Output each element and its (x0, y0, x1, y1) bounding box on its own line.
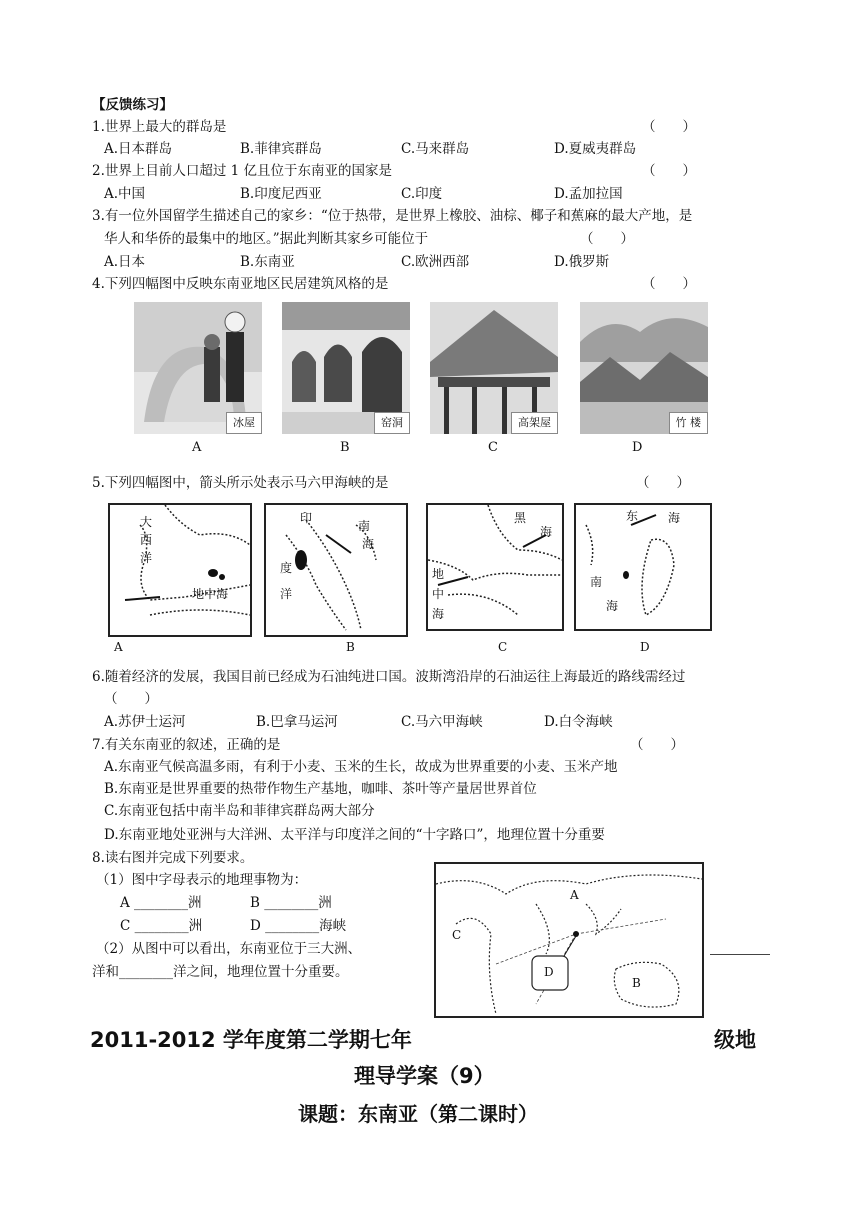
q1-answer-bracket[interactable]: （ ） (642, 119, 696, 135)
lesson-title-right: 级地 (714, 1028, 756, 1052)
map-b-label-3: 洋 (280, 587, 293, 601)
photo-caption-d: 竹 楼 (669, 412, 709, 434)
map-a-label-1: 大 (140, 515, 153, 529)
map-b-label-5: 海 (362, 537, 375, 551)
map-d-label-3: 南 (590, 575, 603, 589)
q1-stem: 1.世界上最大的群岛是 (92, 119, 227, 135)
q6-option-a: A.苏伊士运河 (104, 714, 186, 730)
photo-letter-b: B (340, 440, 350, 455)
q7-answer-bracket[interactable]: （ ） (630, 737, 684, 753)
map-c-label-5: 海 (432, 607, 445, 621)
photo-cave-dwelling (282, 302, 410, 434)
q3-stem-line1: 3.有一位外国留学生描述自己的家乡：“位于热带，是世界上橡胶、油棕、椰子和蕉麻的最大产地，是 (92, 208, 693, 224)
q8-blank-underline[interactable] (710, 954, 770, 955)
photo-letter-c: C (488, 440, 498, 455)
q7-option-a: A.东南亚气候高温多雨，有利于小麦、玉米的生长，故成为世界重要的小麦、玉米产地 (104, 759, 618, 775)
q2-option-d: D.孟加拉国 (554, 186, 623, 202)
map-b-label-4: 南 (358, 519, 371, 533)
q7-stem: 7.有关东南亚的叙述，正确的是 (92, 737, 281, 753)
q6-stem: 6.随着经济的发展，我国目前已经成为石油纯进口国。波斯湾沿岸的石油运往上海最近的路线需经过 (92, 669, 686, 685)
q8-sub2-line2: 洋和________洋之间，地理位置十分重要。 (92, 964, 349, 980)
q3-stem-line2: 华人和华侨的最集中的地区。”据此判断其家乡可能位于 (104, 231, 429, 247)
strait-map-b (264, 503, 408, 637)
photo-caption-b: 窑洞 (374, 412, 410, 434)
lesson-subtitle: 课题：东南亚（第二课时） (298, 1102, 538, 1126)
q7-option-b: B.东南亚是世界重要的热带作物生产基地，咖啡、茶叶等产量居世界首位 (104, 781, 537, 797)
map-c-label-1: 黑 (514, 511, 527, 525)
map-a-label-2: 西 (140, 533, 153, 547)
map-c-label-2: 海 (540, 525, 553, 539)
q1-option-d: D.夏威夷群岛 (554, 141, 637, 157)
photo-stilt-house (430, 302, 558, 434)
map-d-label-2: 海 (668, 511, 681, 525)
map-d-label-1: 东 (626, 509, 639, 523)
q3-option-a: A.日本 (104, 254, 146, 270)
q8-sub2-line1: （2）从图中可以看出，东南亚位于三大洲、 (96, 941, 362, 957)
q3-answer-bracket[interactable]: （ ） (580, 231, 634, 247)
strait-map-c (426, 503, 564, 631)
map-letter-d: D (640, 640, 650, 654)
photo-caption-a: 冰屋 (226, 412, 262, 434)
southeast-asia-map (434, 862, 704, 1018)
section-title: 【反馈练习】 (92, 97, 173, 113)
map-d-coastline (576, 505, 710, 629)
lesson-title-left: 2011-2012 学年度第二学期七年 (90, 1028, 412, 1052)
map-letter-b: B (346, 640, 355, 654)
lesson-title-line2: 理导学案（9） (354, 1064, 495, 1088)
map-c-label-4: 中 (432, 587, 445, 601)
q2-option-b: B.印度尼西亚 (240, 186, 322, 202)
map-c-label-3: 地 (432, 567, 445, 581)
photo-letter-a: A (192, 440, 202, 455)
q2-answer-bracket[interactable]: （ ） (642, 163, 696, 179)
map-a-label-3: 洋 (140, 551, 153, 565)
q8-blank-a[interactable]: A ________洲 (120, 895, 202, 911)
map-a-label-4: 地中海 (192, 587, 229, 601)
q1-option-b: B.菲律宾群岛 (240, 141, 322, 157)
q2-stem: 2.世界上目前人口超过 1 亿且位于东南亚的国家是 (92, 163, 393, 179)
q8-blank-c[interactable]: C ________洲 (120, 918, 203, 934)
southeast-asia-outline (436, 864, 702, 1016)
q1-option-c: C.马来群岛 (401, 141, 470, 157)
q6-option-b: B.巴拿马运河 (256, 714, 338, 730)
map-letter-a: A (114, 640, 123, 654)
q5-stem: 5.下列四幅图中，箭头所示处表示马六甲海峡的是 (92, 475, 389, 491)
photo-bamboo-house (580, 302, 708, 434)
q8-sub1: （1）图中字母表示的地理事物为： (96, 872, 308, 888)
strait-map-a (108, 503, 252, 637)
photo-caption-c: 高架屋 (511, 412, 558, 434)
map-d-label-4: 海 (606, 599, 619, 613)
q8-map-letter-d: D (544, 965, 554, 979)
q3-option-d: D.俄罗斯 (554, 254, 610, 270)
q8-map-letter-c: C (452, 928, 462, 942)
q8-map-letter-a: A (570, 888, 579, 902)
q6-option-d: D.白令海峡 (544, 714, 613, 730)
q2-option-c: C.印度 (401, 186, 443, 202)
q8-blank-b[interactable]: B ________洲 (250, 895, 332, 911)
q8-stem: 8.读右图并完成下列要求。 (92, 850, 254, 866)
map-b-label-2: 度 (280, 561, 293, 575)
q2-option-a: A.中国 (104, 186, 146, 202)
map-letter-c: C (498, 640, 508, 654)
q1-option-a: A.日本群岛 (104, 141, 173, 157)
q3-option-c: C.欧洲西部 (401, 254, 470, 270)
map-a-coastline (110, 505, 250, 635)
q3-option-b: B.东南亚 (240, 254, 295, 270)
strait-map-d (574, 503, 712, 631)
q4-answer-bracket[interactable]: （ ） (642, 276, 696, 292)
q6-answer-bracket[interactable]: （ ） (104, 691, 158, 707)
q7-option-c: C.东南亚包括中南半岛和菲律宾群岛两大部分 (104, 803, 375, 819)
photo-igloo (134, 302, 262, 434)
q8-blank-d[interactable]: D ________海峡 (250, 918, 347, 934)
q7-option-d: D.东南亚地处亚洲与大洋洲、太平洋与印度洋之间的“十字路口”，地理位置十分重要 (104, 827, 605, 843)
q4-stem: 4.下列四幅图中反映东南亚地区民居建筑风格的是 (92, 276, 389, 292)
q8-map-letter-b: B (632, 976, 641, 990)
photo-letter-d: D (632, 440, 643, 455)
map-b-label-1: 印 (300, 511, 313, 525)
q5-answer-bracket[interactable]: （ ） (636, 475, 690, 491)
q6-option-c: C.马六甲海峡 (401, 714, 483, 730)
